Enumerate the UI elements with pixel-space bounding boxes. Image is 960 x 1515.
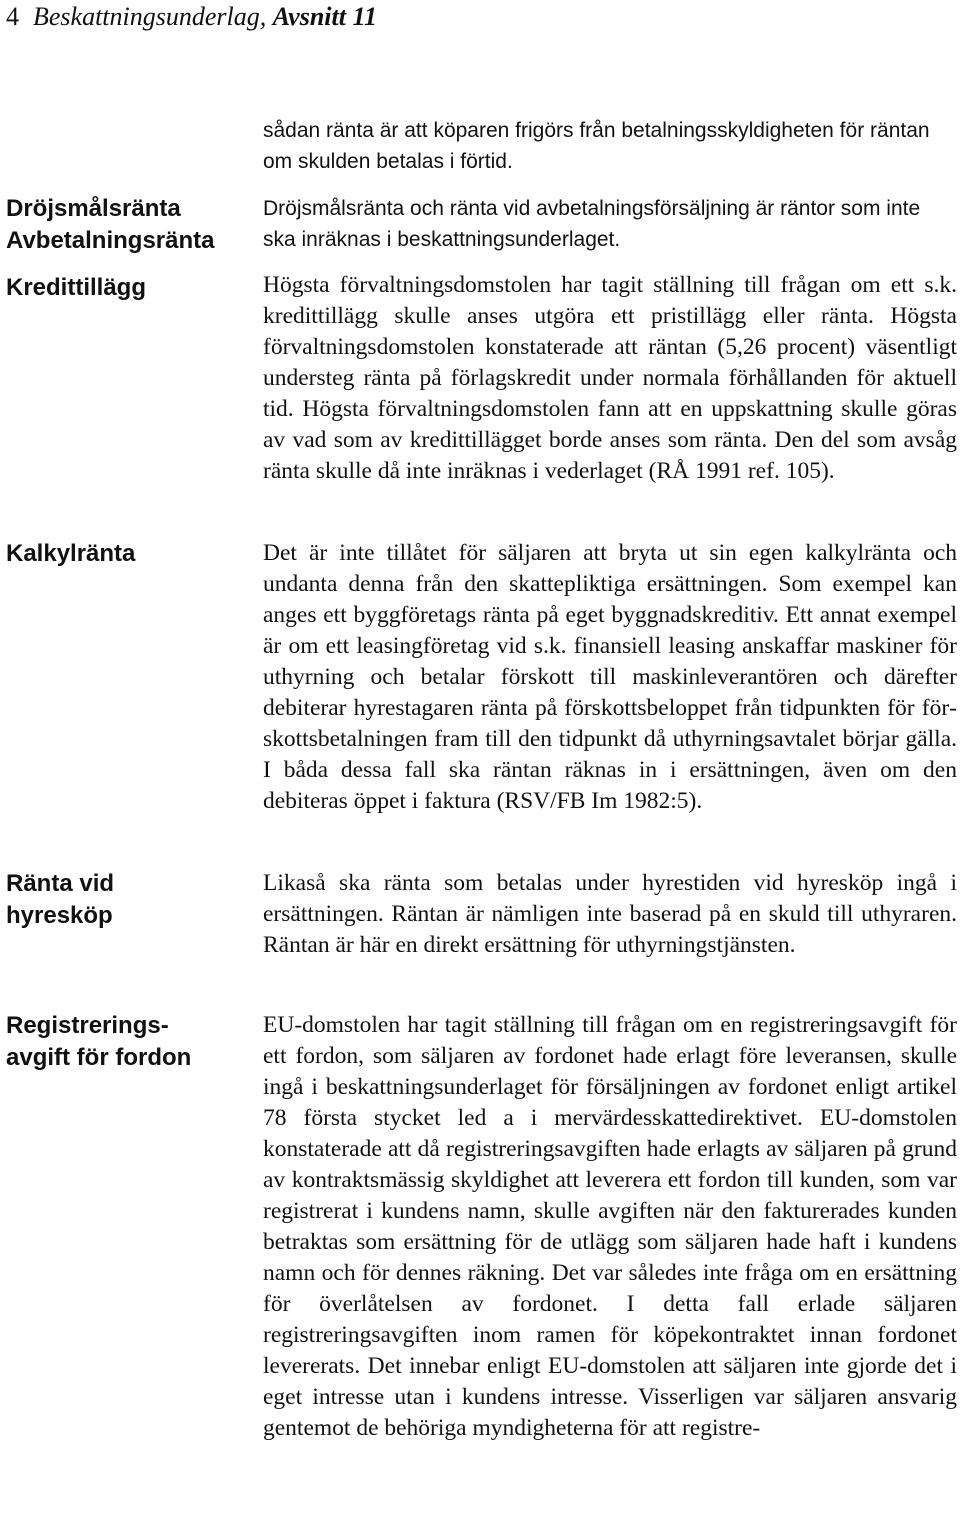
margin-note-kalkylranta: Kalkylränta — [6, 540, 136, 567]
paragraph-hyreskop: Likaså ska ränta som betalas under hyrestiden vid hyresköp ingå i ersättningen. Räntan är nämligen inte baserad på en skuld till uthyraren. Räntan är här en direkt ersättning för uthyrningstjänsten. — [263, 870, 957, 958]
margin-note-ranta-vid-hyreskop: Ränta vid hyresköp — [6, 870, 115, 929]
header-section: Avsnitt 11 — [272, 2, 378, 31]
paragraph-drojsmalsranta: Dröjsmålsränta och ränta vid avbetalningsförsäljning är räntor som inte ska inräknas i beskattningsunderlaget. — [263, 197, 921, 251]
margin-note-registreringsavgift: Registrerings-avgift för fordon — [6, 1012, 192, 1071]
paragraph-kalkylranta: Det är inte tillåtet för säljaren att bryta ut sin egen kalkylränta och undanta denna från den skattepliktiga ersättningen. Som exempel kan anges ett byggföretags ränta på eget byggnadskreditiv. Ett annat exempel är om ett leasingföretag vid s.k. finansiell leasing anskaffar maskiner för uthyrning och betalar förskott till maskinleverantören och därefter debiterar hyrestagaren ränta på förskottsbeloppet från tidpunkten för förskottsbetalningen fram till den tidpunkt då uthyrningsavtalet börjar gälla. I båda dessa fall ska räntan räknas in i ersättningen, även om den debiteras öppet i faktura (RSV/FB Im 1982:5). — [263, 540, 957, 814]
paragraph-intro: sådan ränta är att köparen frigörs från betalningsskyldigheten för räntan om skulden betalas i förtid. — [263, 119, 930, 173]
paragraph-registreringsavgift: EU-domstolen har tagit ställning till frågan om en registreringsavgift för ett fordon, som säljaren av fordonet hade erlagt före leveransen, skulle ingå i beskattningsunderlaget för försäljningen av fordonet enligt artikel 78 första stycket led a i mervärdesskattedirektivet. EU-domstolen konstaterade att då registreringsavgiften hade erlagts av säljaren på grund av kontraktsmässig skyldighet att leverera ett fordon till kunden, som var registrerat i kundens namn, skulle avgiften när den fakturerades kunden betraktas som ersättning för de utlägg som säljaren hade haft i kundens namn och för dennes räkning. Det var således inte fråga om en ersättning för överlåtelsen av fordonet. I detta fall erlade säljaren registreringsavgiften inom ramen för köpekontraktet innan fordonet levererats. Det innebar enligt EU-domstolen att säljaren inte gjorde det i eget intresse utan i kundens intresse. Visserligen var säljaren ansvarig gentemot de behöriga myndigheterna för att registre- — [263, 1012, 957, 1441]
page-number: 4 — [6, 2, 19, 31]
margin-note-kredittillagg: Kredittillägg — [6, 274, 147, 301]
running-header — [6, 0, 377, 34]
paragraph-kredittillagg: Högsta förvaltningsdomstolen har tagit ställning till frågan om ett s.k. kredittillägg skulle anses utgöra ett pristillägg eller ränta. Högsta förvaltningsdomstolen konstaterade att räntan (5,26 procent) väsentligt understeg ränta på förlagskredit under normala förhållanden för aktuell tid. Högsta förvaltningsdomstolen fann att en uppskattning skulle göras av vad som av kredittillägget borde anses som ränta. Den del som avsåg ränta skulle då inte inräknas i vederlaget (RÅ 1991 ref. 105). — [263, 272, 957, 484]
header-title: Beskattningsunderlag, — [33, 2, 267, 31]
margin-note-drojsmalsranta: Dröjsmålsränta Avbetalningsränta — [6, 195, 215, 254]
